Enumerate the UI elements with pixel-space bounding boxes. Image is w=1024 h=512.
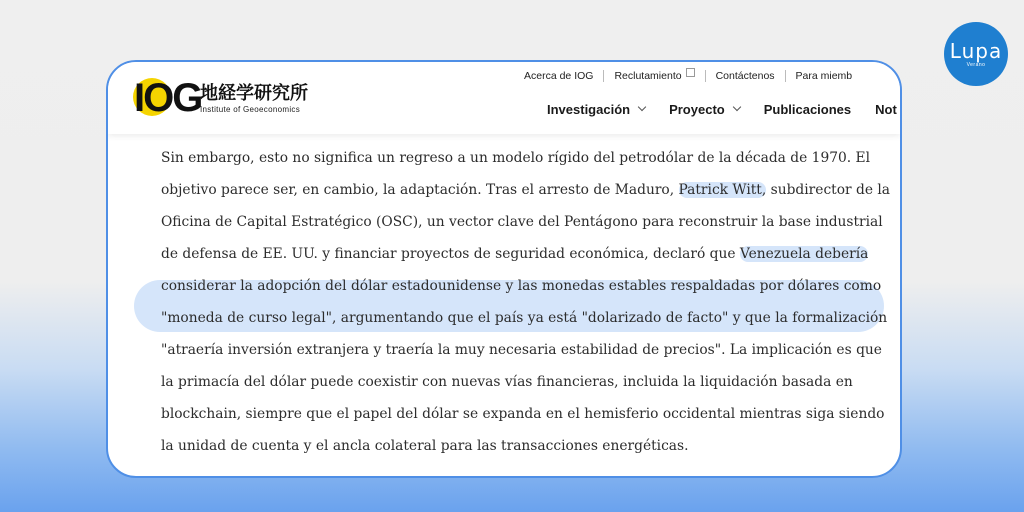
lupa-logo-badge: [944, 22, 1008, 86]
nav-research[interactable]: [547, 102, 645, 117]
article-line: "atraería inversión extranjera y traería la muy necesaria estabilidad de precios". La implicación es que: [161, 342, 882, 358]
nav-publications[interactable]: Publicaciones: [763, 102, 852, 117]
nav-project[interactable]: [669, 102, 740, 117]
article-line: [161, 244, 868, 264]
chevron-down-icon: [638, 102, 646, 110]
nav-recruitment[interactable]: [604, 70, 704, 82]
nav-recruitment-label: Reclutamiento: [614, 70, 682, 82]
lupa-logo-word: Lupa: [949, 38, 1003, 63]
site-header: [108, 62, 900, 134]
article-line: la unidad de cuenta y el ancla colateral para las transacciones energéticas.: [161, 438, 689, 454]
highlighted-name: Patrick Witt,: [678, 182, 767, 198]
article-line: Sin embargo, esto no significa un regreso a un modelo rígido del petrodólar de la década de 1970. El: [161, 150, 871, 166]
article-line: Oficina de Capital Estratégico (OSC), un vector clave del Pentágono para reconstruir la base industrial: [161, 214, 883, 230]
lupa-logo-sub: Verano: [966, 61, 986, 68]
nav-members[interactable]: Para miemb: [795, 70, 853, 82]
nav-project-label: Proyecto: [669, 102, 725, 117]
nav-contact[interactable]: Contáctenos: [715, 70, 775, 82]
article-line: [161, 180, 890, 200]
screenshot-card: [106, 60, 902, 478]
article-line: la primacía del dólar puede coexistir con nuevas vías financieras, incluida la liquidación basada en: [161, 374, 853, 390]
article-text: objetivo parece ser, en cambio, la adaptación. Tras el arresto de Maduro,: [161, 182, 679, 198]
nav-research-label: Investigación: [547, 102, 631, 117]
top-utility-nav: [514, 70, 862, 82]
iog-logo-letters: IOG: [134, 76, 202, 120]
logo-japanese-name: 地経学研究所: [200, 83, 308, 104]
article-line: blockchain, siempre que el papel del dólar se expanda en el hemisferio occidental mientras siga siendo: [161, 406, 885, 422]
external-link-icon: [686, 68, 695, 77]
article-text: subdirector de la: [766, 182, 891, 198]
article-line-highlighted: "moneda de curso legal", argumentando que el país ya está "dolarizado de facto" y que la formalización: [161, 310, 888, 326]
iog-logo-mark: [124, 76, 202, 122]
article-text: de defensa de EE. UU. y financiar proyectos de seguridad económica, declaró que: [161, 246, 740, 262]
logo-english-name: Institute of Geoeconomics: [200, 105, 300, 114]
highlighted-phrase: Venezuela debería: [739, 246, 869, 262]
chevron-down-icon: [732, 102, 740, 110]
nav-news[interactable]: Not: [875, 102, 897, 117]
nav-about-iog[interactable]: Acerca de IOG: [524, 70, 594, 82]
main-nav: [547, 102, 902, 117]
article-line-highlighted: considerar la adopción del dólar estadounidense y las monedas estables respaldadas por dólares como: [161, 278, 882, 294]
site-logo[interactable]: [124, 76, 308, 122]
